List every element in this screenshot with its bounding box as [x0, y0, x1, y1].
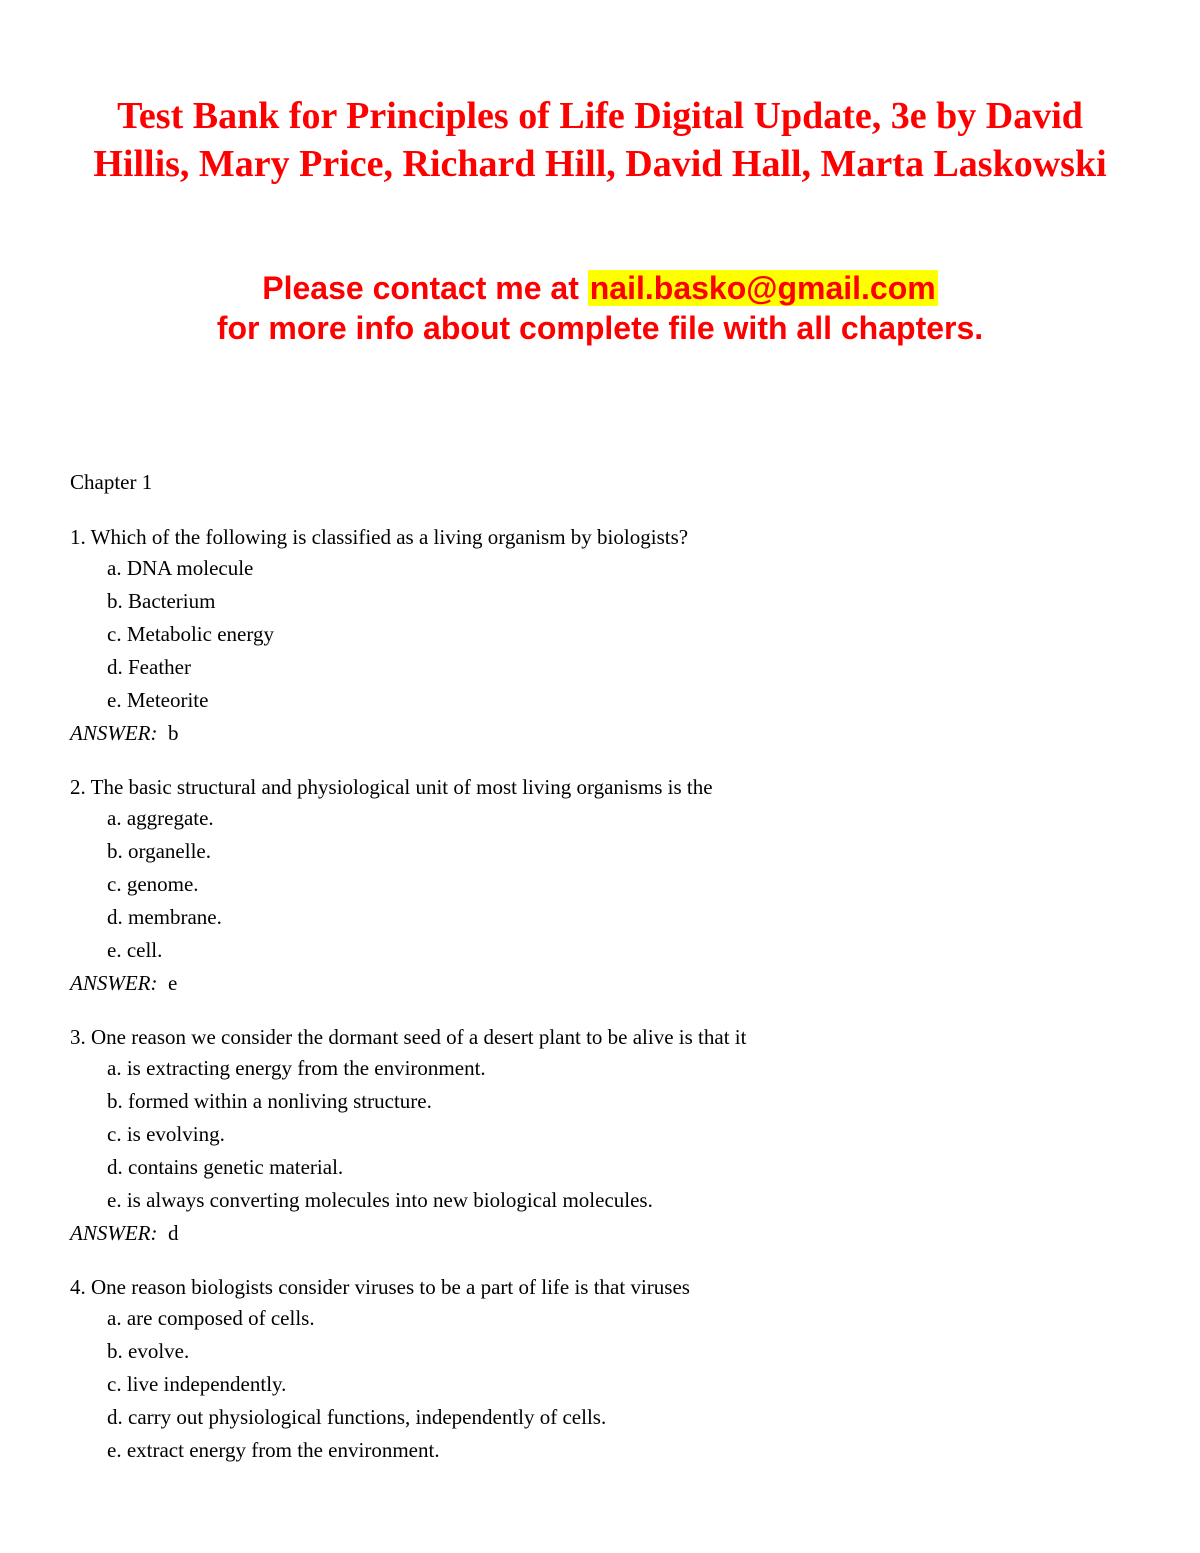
contact-prefix: Please contact me at [262, 270, 588, 306]
option: c. genome. [107, 872, 199, 896]
contact-email: nail.basko@gmail.com [589, 270, 936, 306]
question-stem: 2. The basic structural and physiological unit of most living organisms is the [70, 775, 713, 799]
answer-line [70, 1217, 1130, 1250]
option: a. is extracting energy from the environment. [107, 1056, 486, 1080]
option-list [70, 552, 1130, 717]
option-list [70, 1302, 1130, 1467]
option-list [70, 802, 1130, 967]
option: a. are composed of cells. [107, 1306, 315, 1330]
option: e. is always converting molecules into new biological molecules. [107, 1188, 653, 1212]
option: e. extract energy from the environment. [107, 1438, 440, 1462]
question-4 [70, 1272, 1130, 1467]
option: b. formed within a nonliving structure. [107, 1089, 432, 1113]
option: c. is evolving. [107, 1122, 225, 1146]
option: b. Bacterium [107, 589, 216, 613]
option: d. contains genetic material. [107, 1155, 344, 1179]
option: e. cell. [107, 938, 163, 962]
contact-line-2: for more info about complete file with all chapters. [216, 310, 984, 346]
question-stem: 4. One reason biologists consider viruses to be a part of life is that viruses [70, 1275, 690, 1299]
chapter-heading: Chapter 1 [70, 470, 153, 494]
answer-label: ANSWER: [70, 1221, 158, 1245]
option: e. Meteorite [107, 688, 209, 712]
answer-label: ANSWER: [70, 971, 158, 995]
option: d. Feather [107, 655, 191, 679]
title-line-1: Test Bank for Principles of Life Digital Update, 3e by David [117, 95, 1083, 137]
answer-value: e [167, 971, 178, 995]
document-title [0, 92, 1200, 188]
option: a. DNA molecule [107, 556, 254, 580]
answer-line [70, 717, 1130, 750]
question-2 [70, 772, 1130, 1000]
question-list [70, 522, 1130, 1489]
option: d. carry out physiological functions, independently of cells. [107, 1405, 607, 1429]
option: d. membrane. [107, 905, 222, 929]
answer-line [70, 967, 1130, 1000]
option: c. live independently. [107, 1372, 287, 1396]
option: a. aggregate. [107, 806, 214, 830]
title-line-2: Hillis, Mary Price, Richard Hill, David Hall, Marta Laskowski [93, 143, 1107, 185]
option: c. Metabolic energy [107, 622, 274, 646]
answer-label: ANSWER: [70, 721, 158, 745]
option: b. evolve. [107, 1339, 190, 1363]
answer-value: d [167, 1221, 179, 1245]
contact-notice [0, 268, 1200, 348]
option-list [70, 1052, 1130, 1217]
option: b. organelle. [107, 839, 211, 863]
question-1 [70, 522, 1130, 750]
question-3 [70, 1022, 1130, 1250]
question-stem: 1. Which of the following is classified as a living organism by biologists? [70, 525, 689, 549]
answer-value: b [167, 721, 179, 745]
contact-line-1 [0, 268, 1200, 308]
question-stem: 3. One reason we consider the dormant seed of a desert plant to be alive is that it [70, 1025, 747, 1049]
